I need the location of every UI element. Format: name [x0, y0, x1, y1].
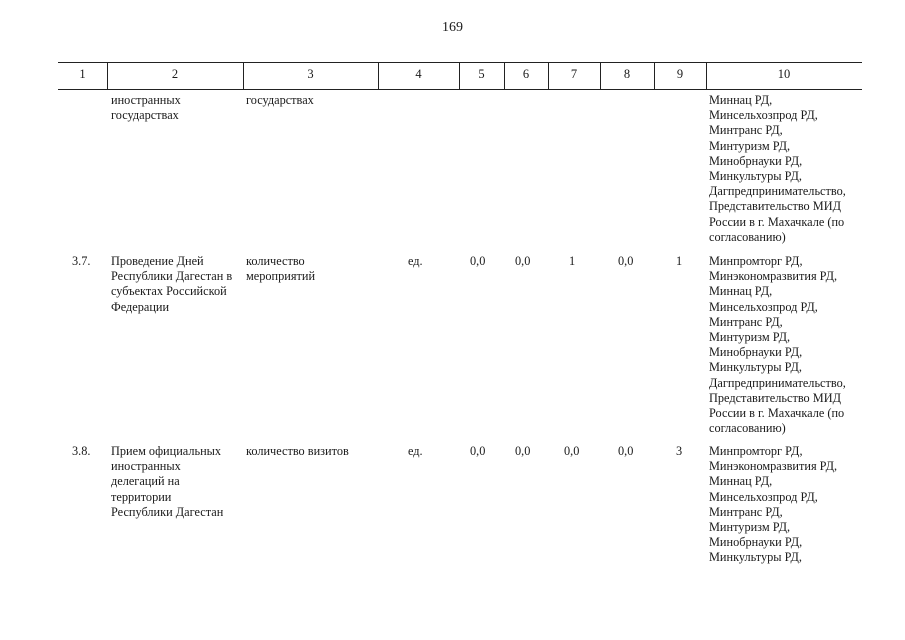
value-col5: 0,0 — [470, 254, 486, 268]
value-col8: 0,0 — [618, 444, 634, 458]
header-top-rule — [58, 62, 862, 63]
value-col7: 0,0 — [564, 444, 580, 458]
measure-name: Проведение Дней Республики Дагестан в субъектах Российской Федерации — [111, 254, 233, 314]
measure-name: иностранных государствах — [111, 93, 181, 123]
indicator-name: количество визитов — [246, 444, 349, 458]
value-col8: 0,0 — [618, 254, 634, 268]
unit: ед. — [408, 254, 423, 268]
column-header: 9 — [676, 67, 684, 81]
indicator-name: количество мероприятий — [246, 254, 316, 284]
unit: ед. — [408, 444, 423, 458]
column-header: 3 — [307, 67, 314, 81]
indicator-name: государствах — [246, 93, 314, 107]
row-number: 3.7. — [72, 254, 91, 268]
value-col6: 0,0 — [515, 254, 531, 268]
executors: Минпромторг РД, Минэкономразвития РД, Миннац РД, Минсельхозпрод РД, Минтранс РД, Минтуризм РД, Минобрнауки РД, Минкультуры РД, — [709, 444, 838, 565]
value-col9: 3 — [676, 444, 683, 458]
column-header: 1 — [79, 67, 86, 81]
executors: Миннац РД, Минсельхозпрод РД, Минтранс РД, Минтуризм РД, Минобрнауки РД, Минкультуры РД, Дагпредпринимательство, Представительство МИД России в г. Махачкале (по согласованию) — [709, 93, 846, 244]
measure-name: Прием официальных иностранных делегаций на территории Республики Дагестан — [111, 444, 224, 519]
value-col6: 0,0 — [515, 444, 531, 458]
value-col5: 0,0 — [470, 444, 486, 458]
column-header: 5 — [478, 67, 485, 81]
column-header: 8 — [623, 67, 631, 81]
executors: Минпромторг РД, Минэкономразвития РД, Миннац РД, Минсельхозпрод РД, Минтранс РД, Минтуризм РД, Минобрнауки РД, Минкультуры РД, Дагпредпринимательство, Представительство МИД России в г. Махачкале (по согласованию) — [709, 254, 846, 436]
column-header: 6 — [522, 67, 530, 81]
row-number: 3.8. — [72, 444, 91, 458]
value-col7: 1 — [569, 254, 576, 268]
page-number: 169 — [442, 20, 463, 35]
header-bottom-rule — [58, 89, 862, 90]
column-header: 10 — [777, 67, 791, 81]
value-col9: 1 — [676, 254, 683, 268]
column-header: 4 — [415, 67, 422, 81]
column-header: 2 — [171, 67, 179, 81]
column-header: 7 — [570, 67, 578, 81]
